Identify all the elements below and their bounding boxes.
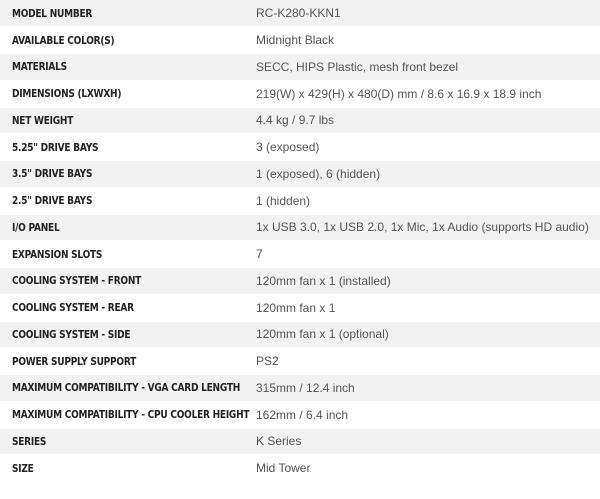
spec-row-525-drive-bays	[0, 134, 600, 161]
spec-value: RC-K280-KKN1	[256, 0, 600, 27]
spec-row-net-weight	[0, 107, 600, 134]
spec-label	[0, 134, 256, 161]
spec-label	[0, 321, 256, 348]
spec-value: PS2	[256, 348, 600, 375]
spec-label	[0, 348, 256, 375]
spec-label-text: 2.5" DRIVE BAYS	[12, 194, 93, 208]
spec-row-io-panel	[0, 214, 600, 241]
spec-row-dimensions	[0, 80, 600, 107]
spec-label	[0, 107, 256, 134]
spec-value: 162mm / 6.4 inch	[256, 401, 600, 428]
spec-label	[0, 375, 256, 402]
spec-label	[0, 401, 256, 428]
spec-label	[0, 455, 256, 482]
spec-label	[0, 27, 256, 54]
spec-label	[0, 80, 256, 107]
spec-label-text: DIMENSIONS (LXWXH)	[12, 87, 122, 101]
spec-label-text: COOLING SYSTEM - SIDE	[12, 327, 131, 341]
spec-label-text: EXPANSION SLOTS	[12, 247, 103, 261]
spec-row-materials	[0, 54, 600, 81]
spec-value: 4.4 kg / 9.7 lbs	[256, 107, 600, 134]
spec-value: 120mm fan x 1	[256, 294, 600, 321]
spec-row-cooling-side	[0, 321, 600, 348]
spec-label-text: SERIES	[12, 434, 47, 448]
spec-label	[0, 0, 256, 27]
spec-label-text: MAXIMUM COMPATIBILITY - VGA CARD LENGTH	[12, 381, 241, 395]
spec-row-size	[0, 455, 600, 482]
spec-label-text: 5.25" DRIVE BAYS	[12, 140, 99, 154]
spec-label	[0, 214, 256, 241]
spec-value: 1 (hidden)	[256, 187, 600, 214]
spec-row-cpu-cooler-height	[0, 401, 600, 428]
spec-label-text: MAXIMUM COMPATIBILITY - CPU COOLER HEIGHT	[12, 408, 250, 422]
spec-row-vga-card-length	[0, 375, 600, 402]
spec-label	[0, 428, 256, 455]
spec-value: 315mm / 12.4 inch	[256, 375, 600, 402]
spec-label-text: SIZE	[12, 461, 34, 475]
spec-label-text: NET WEIGHT	[12, 113, 74, 127]
spec-row-series	[0, 428, 600, 455]
spec-value: K Series	[256, 428, 600, 455]
spec-label	[0, 187, 256, 214]
spec-row-power-supply	[0, 348, 600, 375]
spec-label-text: AVAILABLE COLOR(S)	[12, 33, 115, 47]
spec-row-available-colors	[0, 27, 600, 54]
spec-label	[0, 268, 256, 295]
spec-value: Midnight Black	[256, 27, 600, 54]
spec-value: 120mm fan x 1 (installed)	[256, 268, 600, 295]
spec-label	[0, 161, 256, 188]
spec-row-cooling-rear	[0, 294, 600, 321]
spec-row-expansion-slots	[0, 241, 600, 268]
spec-label	[0, 241, 256, 268]
spec-value: 219(W) x 429(H) x 480(D) mm / 8.6 x 16.9 x 18.9 inch	[256, 80, 600, 107]
spec-label-text: 3.5" DRIVE BAYS	[12, 167, 93, 181]
spec-value: 120mm fan x 1 (optional)	[256, 321, 600, 348]
spec-row-model-number	[0, 0, 600, 27]
spec-label-text: MODEL NUMBER	[12, 6, 93, 20]
spec-value: 7	[256, 241, 600, 268]
spec-value: 1 (exposed), 6 (hidden)	[256, 161, 600, 188]
spec-row-cooling-front	[0, 268, 600, 295]
spec-row-25-drive-bays	[0, 187, 600, 214]
spec-label	[0, 294, 256, 321]
spec-value: 3 (exposed)	[256, 134, 600, 161]
spec-value: 1x USB 3.0, 1x USB 2.0, 1x Mic, 1x Audio (supports HD audio)	[256, 214, 600, 241]
spec-label-text: I/O PANEL	[12, 220, 60, 234]
spec-value: Mid Tower	[256, 455, 600, 482]
spec-label	[0, 54, 256, 81]
spec-label-text: POWER SUPPLY SUPPORT	[12, 354, 137, 368]
spec-label-text: MATERIALS	[12, 60, 67, 74]
spec-label-text: COOLING SYSTEM - REAR	[12, 301, 134, 315]
spec-label-text: COOLING SYSTEM - FRONT	[12, 274, 142, 288]
spec-row-35-drive-bays	[0, 161, 600, 188]
spec-value: SECC, HIPS Plastic, mesh front bezel	[256, 54, 600, 81]
